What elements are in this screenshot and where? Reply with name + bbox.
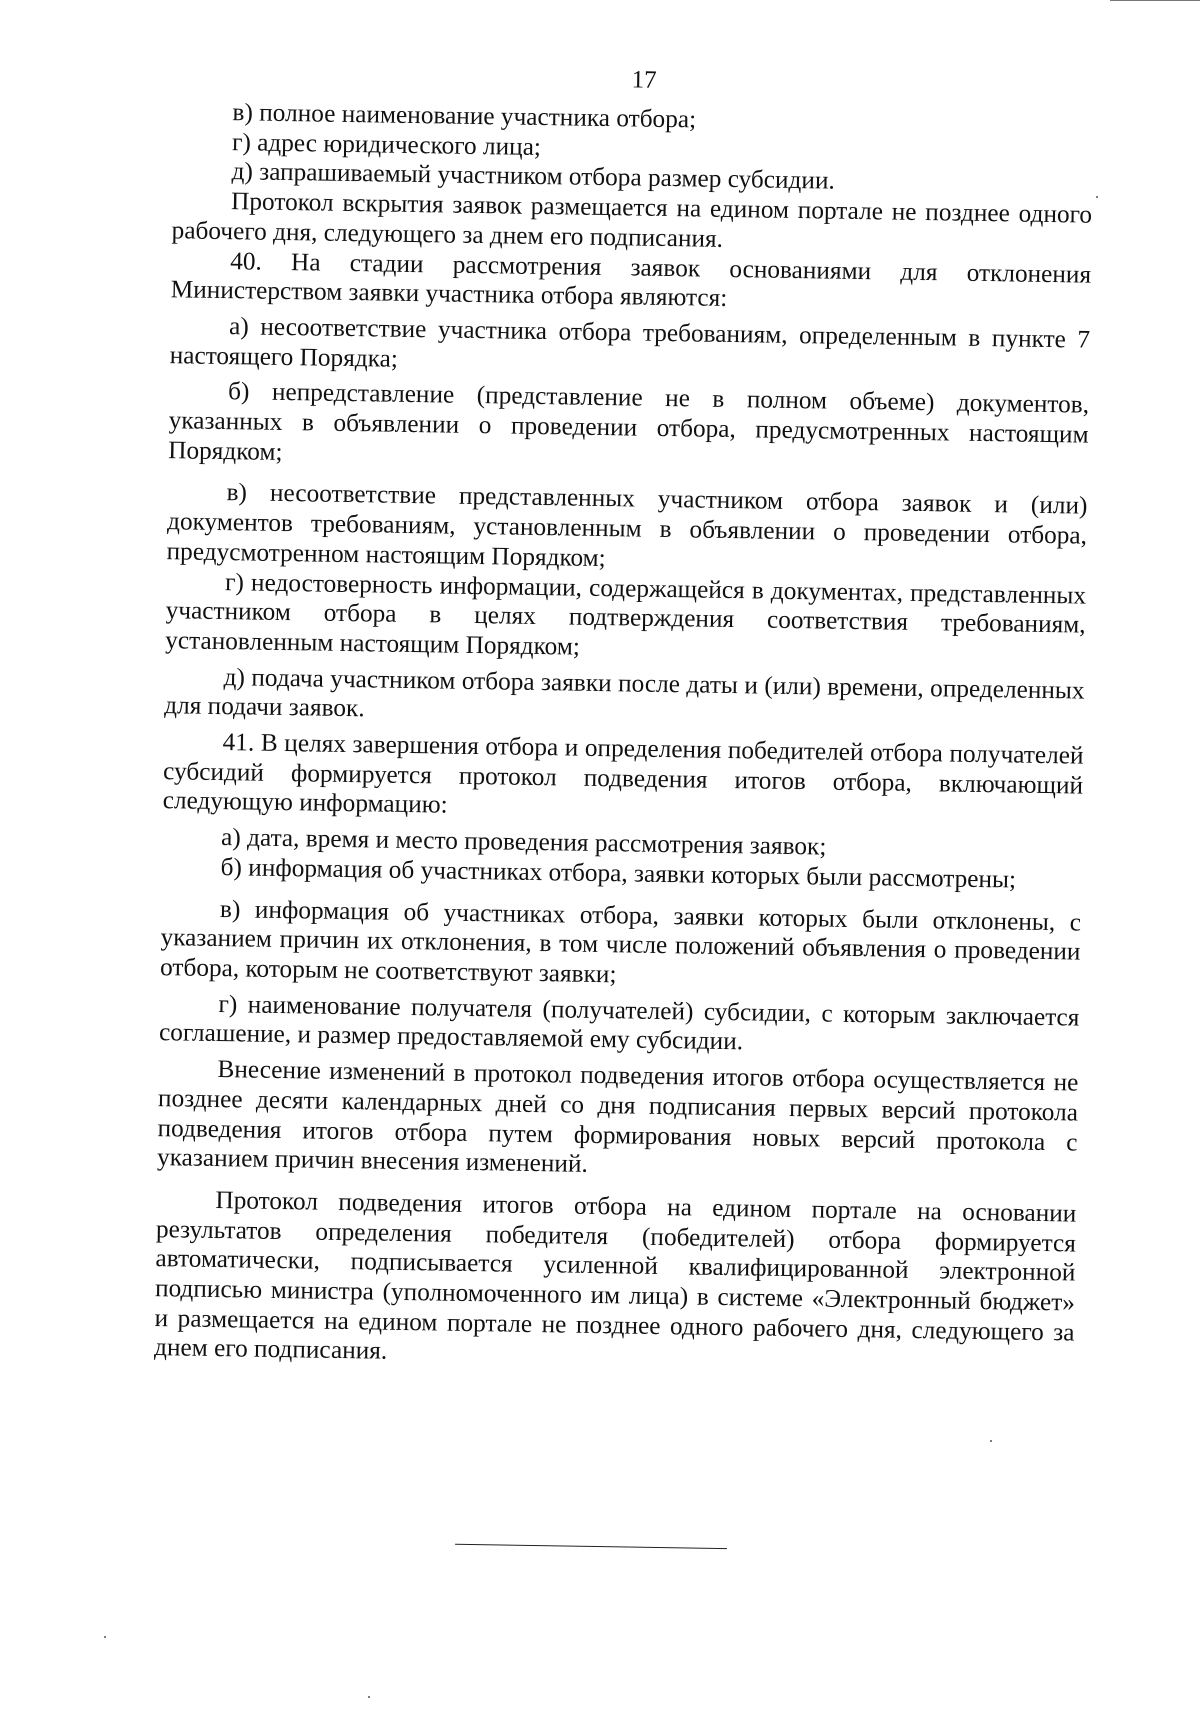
paragraph-clause-40-d: д) подача участником отбора заявки после даты и (или) времени, определенных для подачи заявок. [163, 662, 1085, 723]
document-body [154, 97, 1094, 1377]
paragraph-clause-40-b: б) непредставление (представление не в полном объеме) документов, указанных в объявлении о проведении отбора, предусмотренных настоящим Порядком; [168, 377, 1090, 466]
paragraph-clause-41-v: в) информация об участниках отбора, заявки которых были отклонены, с указанием причин их отклонения, в том числе положений объявления о проведении отбора, которым не соответствуют заявки; [159, 894, 1082, 989]
paragraph-clause-41-b: б) информация об участниках отбора, заявки которых были рассмотрены; [220, 852, 1017, 894]
paragraph-clause-41-g: г) наименование получателя (получателей) субсидии, с которым заключается соглашение, и размер предоставляемой ему субсидии. [158, 989, 1080, 1056]
paragraph-item-v-full-name: в) полное наименование участника отбора; [232, 98, 697, 134]
end-divider-line [455, 1544, 727, 1549]
paragraph-item-g-address: г) адрес юридического лица; [231, 127, 542, 161]
paragraph-clause-41: 41. В целях завершения отбора и определения победителей отбора получателей субсидий формируется протокол подведения итогов отбора, включающий следующую информацию: [162, 728, 1084, 820]
paragraph-item-d-subsidy-amount: д) запрашиваемый участником отбора размер субсидии. [231, 157, 836, 196]
paragraph-clause-40-g: г) недостоверность информации, содержащейся в документах, представленных участником отбора в целях подтверждения соответствия требованиям, установленным настоящим Порядком; [165, 567, 1087, 661]
scan-speck [990, 1440, 992, 1442]
paragraph-clause-40-v: в) несоответствие представленных участником отбора заявок и (или) документов требованиям, установленным в объявлении о проведении отбора, предусмотренном настоящим Порядком; [166, 478, 1088, 572]
paragraph-protocol-changes: Внесение изменений в протокол подведения итогов отбора осуществляется не позднее десяти календарных дней со дня подписания первых версий протокола подведения итогов отбора путем формирования новых версий протокола с указанием причин внесения изменений. [156, 1055, 1079, 1179]
paragraph-clause-40-a: а) несоответствие участника отбора требованиям, определенным в пункте 7 настоящего Порядка; [169, 312, 1091, 373]
paragraph-clause-41-a: а) дата, время и место проведения рассмотрения заявок; [220, 823, 827, 861]
scan-speck [368, 1696, 370, 1698]
paragraph-opening-protocol: Протокол вскрытия заявок размещается на едином портале не позднее одного рабочего дня, следующего за днем его подписания. [171, 187, 1093, 253]
paragraph-protocol-results: Протокол подведения итогов отбора на едином портале на основании результатов определения победителя (победителей) отбора формируется автоматически, подписывается усиленной квалифицированной электронной подписью министра (уполномоченного им лица) в системе «Электронный бюджет» и размещается на едином портале не позднее одного рабочего дня, следующего за днем его подписания. [153, 1185, 1077, 1366]
scan-speck [104, 1636, 106, 1638]
paragraph-clause-40: 40. На стадии рассмотрения заявок основаниями для отклонения Министерством заявки участника отбора являются: [170, 246, 1092, 313]
page-number: 17 [631, 66, 657, 94]
scan-edge-line [1110, 0, 1200, 1]
scan-speck [1096, 196, 1098, 198]
